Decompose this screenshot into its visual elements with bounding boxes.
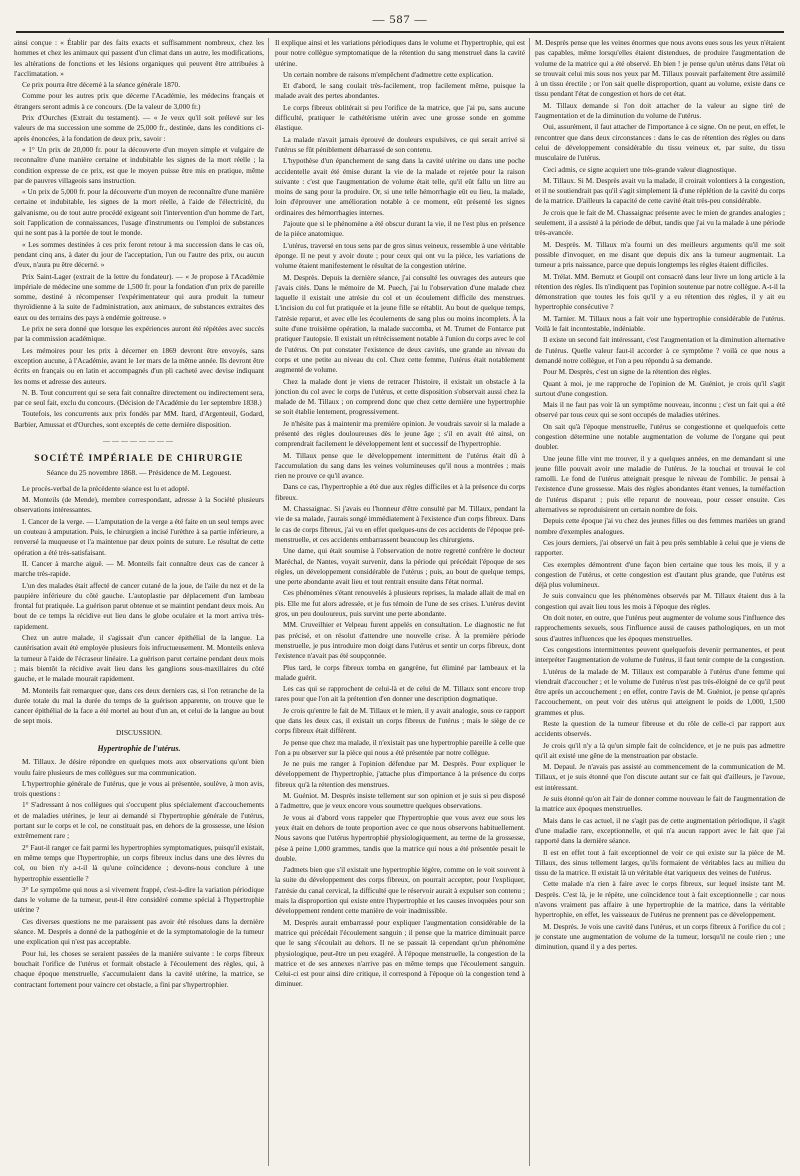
paragraph: Les cas qui se rapprochent de celui-là et de celui de M. Tillaux sont encore trop rares pour que l'on ait la prétention d'en donner une description dogmatique. — [275, 684, 525, 704]
paragraph: Oui, assurément, il faut attacher de l'importance à ce signe. On ne peut, en effet, le rencontrer que dans deux circonstances : dans le cas de rétention des règles ou dans celui de développement considérable du tissu veineux et, par suite, du tissu musculaire de l'utérus. — [535, 122, 785, 163]
paragraph: N. B. Tout concurrent qui se sera fait connaître directement ou indirectement sera, par ce seul fait, exclu du concours. (Décision de l'Académie du 1er septembre 1838.) — [14, 387, 264, 408]
paragraph: M. Monteils fait remarquer que, dans ces deux derniers cas, si l'on retranche de la durée totale du mal la durée du temps de la guérison apparente, on trouve que le cancer épithélial de la face a été mortel au bout d'un an, et celui de la langue au bout de sept mois. — [14, 685, 264, 726]
paragraph: Pour lui, les choses se seraient passées de la manière suivante : le corps fibreux bouchait l'orifice de l'utérus et formait obstacle à l'écoulement des règles, qui, à chaque époque menstruelle, s'accumulaient dans la cavité utérine, la matrice, se contractant fortement pour vaincre cet obstacle, a fini par s'hypertrophier. — [14, 948, 264, 989]
paragraph: Le prix ne sera donné que lorsque les expériences auront été répétées avec succès par la commission académique. — [14, 324, 264, 344]
paragraph: Je n'hésite pas à maintenir ma première opinion. Je voudrais savoir si la malade a présenté des règles douloureuses dès le jeune âge ; s'il en avait été ainsi, on comprendrait facilement le développement lent et successif de l'hypertrophie. — [275, 418, 525, 449]
subsection-title: Hypertrophie de l'utérus. — [97, 744, 181, 753]
paragraph: Il est en effet tout à fait exceptionnel de voir ce qui existe sur la pièce de M. Tillaux, des sinus tellement larges, qu'ils formaient de véritables lacs au milieu du tissu de la matrice. Il existait là un véritable état variqueux des veines de l'utérus. — [535, 847, 785, 878]
left-paragraphs-3 — [14, 757, 264, 990]
paragraph: M. Desprès. Je vois une cavité dans l'utérus, et un corps fibreux à l'orifice du col ; je constate une augmentation de volume de la tumeur, lorsqu'il ne coule rien ; une diminution, quand il y a des pertes. — [535, 921, 785, 952]
paragraph: II. Cancer à marche aiguë. — M. Monteils fait connaître deux cas de cancer à marche très-rapide. — [14, 558, 264, 579]
column-middle — [275, 38, 525, 1166]
column-right — [535, 38, 785, 1166]
paragraph: Je pense que chez ma malade, il n'existait pas une hypertrophie pareille à celle que l'on a pu observer sur la pièce qui nous a été présentée par notre collègue. — [275, 737, 525, 757]
paragraph: M. Desprès. Depuis la dernière séance, j'ai consulté les ouvrages des auteurs que j'avais cités. Dans le mémoire de M. Puech, j'ai lu l'observation d'une malade chez laquelle il existait une atrésie du col et un écoulement difficile des menstrues. L'incision du col fut pratiquée et la jeune fille se rétablit. Au bout de quelque temps, l'atrésie reparut, et avec elle les écoulements de sang plus ou moins incomplets. À la suite d'une troisième opération, la malade succomba, et M. Trumet de Fontarce put pratiquer l'autopsie. Il existait un rétrécissement notable à l'union du corps avec le col de l'utérus. On put constater l'existence de deux cavités, une grande au niveau du corps et une petite au niveau du col. Chez cette femme, l'utérus était notablement augmenté de volume. — [275, 272, 525, 375]
paragraph: Toutefois, les concurrents aux prix fondés par MM. Itard, d'Argenteuil, Godard, Barbier, Amussat et d'Ourches, sont exceptés de cette dernière disposition. — [14, 409, 264, 429]
paragraph: Mais il ne faut pas voir là un symptôme nouveau, inconnu ; c'est un fait qui a été observé par tous ceux qui se sont occupés de maladies utérines. — [535, 400, 785, 420]
paragraph: I. Cancer de la verge. — L'amputation de la verge a été faite en un seul temps avec un couteau à amputation. Puis, le chirurgien a incisé l'urèthre à sa partie inférieure, a renversé la muqueuse et l'a maintenue par deux points de suture. Le résultat de cette opération a été très-satisfaisant. — [14, 516, 264, 557]
paragraph: Depuis cette époque j'ai vu chez des jeunes filles ou des femmes mariées un grand nombre d'exemples analogues. — [535, 516, 785, 536]
paragraph: Chez un autre malade, il s'agissait d'un cancer épithélial de la langue. La cautérisation avait été employée plusieurs fois infructueusement. M. Monteils enleva la tumeur à l'aide de l'écraseur linéaire. La guérison parut certaine pendant deux mois ; mais bientôt la récidive avait lieu dans les ganglions sous-maxillaires du côté gauche, et le malade mourait rapidement. — [14, 633, 264, 684]
section-separator: ———————— — [103, 436, 175, 445]
paragraph: Il existe un second fait intéressant, c'est l'augmentation et la diminution alternative de l'utérus. Quelle valeur faut-il accorder à ce symptôme ? voilà ce que nous a demandé notre collègue, et l'on a peu répondu à sa demande. — [535, 335, 785, 365]
paragraph: M. Tarnier. M. Tillaux nous a fait voir une hypertrophie considérable de l'utérus. Voilà le fait incontestable, indéniable. — [535, 313, 785, 334]
section-title: SOCIÉTÉ IMPÉRIALE DE CHIRURGIE — [34, 454, 244, 465]
column-left — [14, 38, 264, 1166]
paragraph: « Les sommes destinées à ces prix feront retour à ma succession dans le cas où, pendant cinq ans, à dater du jour de l'acceptation, l'un ou l'autre des prix, ou aucun d'eux, n'aura pu être décerné. » — [14, 239, 264, 270]
left-paragraphs-2 — [14, 484, 264, 727]
paragraph: Ces congestions intermittentes peuvent quelquefois devenir permanentes, et peut interpréter l'augmentation de volume de l'utérus, il faut tenir compte de la congestion. — [535, 644, 785, 665]
paragraph: M. Chassaignac. Si j'avais eu l'honneur d'être consulté par M. Tillaux, pendant la vie de sa malade, j'aurais songé immédiatement à l'existence d'un corps fibreux. Dans le cas de corps fibreux, j'ai vu en effet quelques-uns de ces accidents de l'époque pré-menstruelle, et ces accidents embarrassent beaucoup les chirurgiens. — [275, 504, 525, 544]
column-divider — [529, 38, 530, 1166]
paragraph: M. Desprès. M. Tillaux m'a fourni un des meilleurs arguments qu'il me soit possible d'invoquer, en me disant que depuis dix ans la tumeur augmentait. La tumeur a pris naissance, parce que depuis longtemps les règles étaient difficiles. — [535, 239, 785, 270]
paragraph: On sait qu'à l'époque menstruelle, l'utérus se congestionne et quelquefois cette congestion détermine une notable augmentation de volume de l'organe qui peut doubler. — [535, 421, 785, 452]
paragraph: Quant à moi, je me rapproche de l'opinion de M. Guéniot, je crois qu'il s'agit surtout d'une congestion. — [535, 378, 785, 398]
paragraph: M. Tillaux demande si l'on doit attacher de la valeur au signe tiré de l'augmentation et de la diminution du volume de l'utérus. — [535, 100, 785, 121]
paragraph: M. Desprès aurait embarrassé pour expliquer l'augmentation considérable de la matrice qui précédait l'écoulement sanguin ; il pense que la matrice diminuait parce que le sang s'écoulait au dehors. Il ne se passait là cependant qu'un phénomène physiologique, peut-être un peu exagéré. À l'époque menstruelle, la congestion de la matrice et de ses annexes n'arrive pas en même temps que l'écoulement sanguin. Celui-ci est pour ainsi dire critique, il correspond à l'époque où la congestion tend à diminuer. — [275, 917, 525, 989]
paragraph: Je ne puis me ranger à l'opinion défendue par M. Desprès. Pour expliquer le développement de l'hypertrophie, j'attache plus d'importance à la présence du corps fibreux qu'à la rétention des menstrues. — [275, 759, 525, 789]
paragraph: M. Desprès pense que les veines énormes que nous avons eues sous les yeux n'étaient pas capables, même lorsqu'elles étaient distendues, de produire l'augmentation de volume de la matrice qui a été observé. Eh bien ! je pense qu'un utérus dans l'état où se trouvait celui mis sous nos yeux par M. Tillaux pouvait parfaitement être assimilé à un tissu érectile ; or l'on sait quelle disproportion, quant au volume, existe dans ce tissu pendant l'état de congestion et hors de cet état. — [535, 38, 785, 99]
paragraph: Ceci admis, ce signe acquiert une très-grande valeur diagnostique. — [543, 164, 737, 174]
page-number: — 587 — — [372, 12, 428, 26]
paragraph: Reste la question de la tumeur fibreuse et du rôle de celle-ci par rapport aux accidents observés. — [535, 719, 785, 739]
paragraph: Prix d'Ourches (Extrait du testament). — « Je veux qu'il soit prélevé sur les valeurs de ma succession une somme de 25,000 fr., destinée, dans les conditions ci-après énoncées, à la fondation de deux prix, savoir : — [14, 113, 264, 143]
paragraph: Je crois qu'il n'y a là qu'un simple fait de coïncidence, et je ne puis pas admettre qu'il ait existé une gêne de la menstruation par obstacle. — [535, 740, 785, 760]
paragraph: On doit noter, en outre, que l'utérus peut augmenter de volume sous l'influence des rapprochements sexuels, sous l'influence aussi de causes pathologiques, en un mot sous d'autres influences que les époques menstruelles. — [535, 613, 785, 643]
paragraph: Je crois que le fait de M. Chassaignac présente avec le mien de grandes analogies ; seulement, il a assisté à la période de début, tandis que j'ai vu la malade à une période très-avancée. — [535, 207, 785, 238]
paragraph: L'un des malades était affecté de cancer cutané de la joue, de l'aile du nez et de la paupière inférieure du côté gauche. L'autoplastie par déplacement d'un lambeau frontal fut pratiquée. La guérison parut obtenue et se maintint pendant deux mois. Au bout de ce temps la récidive eut lieu dans le globe oculaire et la mort arriva très-rapidement. — [14, 580, 264, 631]
paragraph: Il explique ainsi et les variations périodiques dans le volume et l'hypertrophie, qui est pour notre collègue symptomatique de la rétention du sang menstruel dans la cavité utérine. — [275, 38, 525, 68]
paragraph: 3° Le symptôme qui nous a si vivement frappé, c'est-à-dire la variation périodique dans le volume de la tumeur, peut-il être considéré comme spécial à l'hypertrophie utérine ? — [14, 884, 264, 915]
paragraph: L'utérus de la malade de M. Tillaux est comparable à l'utérus d'une femme qui viendrait d'accoucher ; et le volume de l'utérus n'est pas très-éloigné de ce qu'il peut être après un accouchement ; en effet, contre l'avis de M. Guéniot, je pense qu'après l'accouchement, on peut voir des utérus qui atteignent le poids de 1,000, 1,500 grammes et plus. — [535, 666, 785, 717]
paragraph: L'utérus, traversé en tous sens par de gros sinus veineux, ressemble à une véritable éponge. Il ne peut y avoir doute ; pour ceux qui ont vu la pièce, les variations de volume étaient manifestement le résultat de la congestion utérine. — [275, 240, 525, 271]
paragraph: M. Monteils (de Mende), membre correspondant, adresse à la Société plusieurs observations intéressantes. — [14, 495, 264, 515]
paragraph: M. Depaul. Je n'avais pas assisté au commencement de la communication de M. Tillaux, et je suis étonné que l'on discute autant sur ce fait qui d'ailleurs, je l'avoue, est intéressant. — [535, 762, 785, 792]
paragraph: 1° S'adressant à nos collègues qui s'occupent plus spécialement d'accouchements et de maladies utérines, je leur ai demandé si l'hypertrophie générale de l'utérus, portant sur le corps et le col, ne constituait pas, en dehors de la grossesse, une lésion extrêmement rare ; — [14, 800, 264, 841]
paragraph: Ce prix pourra être décerné à la séance générale 1870. — [22, 80, 181, 90]
paragraph: Je vous ai d'abord vous rappeler que l'hypertrophie que vous avez eue sous les yeux était en dehors de toute proportion avec ce que nous observons habituellement. Nous savons que l'utérus hypertrophié physiologiquement, au terme de la grossesse, pèse à peine 1,000 grammes, tandis que la matrice qui nous a été présentée pesait le double. — [275, 812, 525, 863]
discussion-heading: DISCUSSION. — [115, 727, 163, 737]
paragraph: Cette malade n'a rien à faire avec le corps fibreux, sur lequel insiste tant M. Desprès. C'est là, je le répète, une coïncidence tout à fait exceptionnelle ; car nous n'avons vraiment pas affaire à une hypertrophie de la matrice, dans la véritable hypertrophie, en effet, les vaisseaux de l'utérus ne prennent pas ce développement. — [535, 879, 785, 920]
paragraph: Ces phénomènes s'étant renouvelés à plusieurs reprises, la malade allait de mal en pis. Elle me fut alors adressée, et je fus témoin de l'une de ses crises. L'utérus devint gros, un peu douloureux, puis survint une perte abondante. — [275, 588, 525, 619]
paragraph: Dans ce cas, l'hypertrophie a été due aux règles difficiles et à la présence du corps fibreux. — [275, 482, 525, 502]
paragraph: J'admets bien que s'il existait une hypertrophie légère, comme on le voit souvent à la suite du développement des corps fibreux, on pourrait accepter, pour l'expliquer, l'atrésie du canal cervical, la difficulté que le réservoir aurait à expulser son contenu ; mais la disproportion qui existe entre l'hypertrophie et les causes invoquées pour son développement rendent cette manière de voir inadmissible. — [275, 865, 525, 916]
paragraph: Le procès-verbal de la précédente séance est lu et adopté. — [22, 483, 190, 493]
paragraph: M. Trélat. MM. Bernutz et Goupil ont consacré dans leur livre un long article à la rétention des règles. Ils n'indiquent pas l'opinion soutenue par notre collègue. A-t-il la démonstration que toutes les fois qu'il y a eu rétention des règles, il y ait eu hypertrophie consécutive ? — [535, 271, 785, 312]
paragraph: J'ajoute que si le phénomène a été obscur durant la vie, il ne l'est plus en présence de la pièce anatomique. — [275, 219, 525, 239]
paragraph: Ces diverses questions ne me paraissent pas avoir été résolues dans la dernière séance. M. Desprès a donné de la pathogénie et de la symptomatologie de la tumeur une explication qui n'est pas acceptable. — [14, 916, 264, 947]
paragraph: Comme pour les autres prix que décerne l'Académie, les médecins français et étrangers seront admis à ce concours. (De la valeur de 3,000 fr.) — [14, 91, 264, 111]
paragraph: Le corps fibreux oblitérait si peu l'orifice de la matrice, que j'ai pu, sans aucune difficulté, pratiquer le cathétérisme utérin avec une grosse sonde en gomme élastique. — [275, 102, 525, 133]
paragraph: Plus tard, le corps fibreux tomba en gangrène, fut éliminé par lambeaux et la malade guérit. — [275, 662, 525, 682]
paragraph: « Un prix de 5,000 fr. pour la découverte d'un moyen de reconnaître d'une manière certaine et indubitable, les signes de la mort réelle, à l'aide de l'électricité, du galvanisme, ou de tout autre procédé exigeant soit l'intervention d'un homme de l'art, soit l'application de connaissances, l'usage d'instruments ou l'emploi de substances qui ne sont pas à la portée de tout le monde. — [14, 187, 264, 238]
paragraph: Les mémoires pour les prix à décerner en 1869 devront être envoyés, sans exception aucune, à l'Académie, avant le 1er mars de la même année. Ils devront être écrits en français ou en latin et accompagnés d'un pli cacheté avec devise indiquant les noms et adresse des auteurs. — [14, 345, 264, 386]
paragraph: Un certain nombre de raisons m'empêchent d'admettre cette explication. — [283, 69, 494, 79]
paragraph: Je suis convaincu que les phénomènes observés par M. Tillaux étaient dus à la congestion qui avait lieu tous les mois à l'époque des règles. — [535, 591, 785, 611]
column-divider — [268, 38, 269, 1166]
meeting-line: Séance du 25 novembre 1868. — Présidence de M. Legouest. — [46, 467, 232, 477]
paragraph: M. Tillaux. Je désire répondre en quelques mots aux observations qu'ont bien voulu faire plusieurs de mes collègues sur ma communication. — [14, 757, 264, 777]
paragraph: Je suis étonné qu'on ait l'air de donner comme nouveau le fait de l'augmentation de la matrice aux époques menstruelles. — [535, 794, 785, 814]
left-paragraphs — [14, 38, 264, 430]
top-rule — [16, 31, 784, 33]
paragraph: Prix Saint-Lager (extrait de la lettre du fondateur). — « Je propose à l'Académie impériale de médecine une somme de 1,500 fr. pour la fondation d'un prix de pareille somme, destiné à récompenser l'expérimentateur qui aura produit la tumeur thyroïdienne à la suite de l'administration, aux animaux, de substances extraites des eaux ou des terrains des pays à endémie goitreuse. » — [14, 271, 264, 322]
paragraph: Chez la malade dont je viens de retracer l'histoire, il existait un obstacle à la jonction du col avec le corps de l'utérus, et cette disposition s'observait aussi chez la malade de M. Tillaux ; on comprend donc que chez cette dernière une hypertrophie se soit établie lentement, progressivement. — [275, 376, 525, 417]
paragraph: M. Guéniot. M. Desprès insiste tellement sur son opinion et je suis si peu disposé à l'admettre, que je veux encore vous soumettre quelques observations. — [275, 791, 525, 811]
paragraph: Une dame, qui était soumise à l'observation de notre regretté confrère le docteur Maréchal, de Nantes, voyait survenir, dans la période qui précédait l'époque de ses règles, un développement considérable de l'utérus ; puis, au bout de quelque temps, une perte abondante avait lieu et tout rentrait ensuite dans l'état normal. — [275, 546, 525, 587]
paragraph: « 1° Un prix de 20,000 fr. pour la découverte d'un moyen simple et vulgaire de reconnaître d'une manière certaine et indubitable les signes de la mort réelle ; la condition expresse de ce prix, est que le moyen puisse être mis en pratique, même par de pauvres villageois sans instruction. — [14, 144, 264, 185]
paragraph: ainsi conçue : « Établir par des faits exacts et suffisamment nombreux, chez les hommes et chez les animaux qui passent d'un climat dans un autre, les modifications, les altérations de fonctions et les lésions organiques qui peuvent être attribuées à l'acclimatation. » — [14, 38, 264, 78]
paragraph: L'hypertrophie générale de l'utérus, que je vous ai présentée, soulève, à mon avis, trois questions : — [14, 778, 264, 799]
paragraph: L'hypothèse d'un épanchement de sang dans la cavité utérine ou dans une poche accidentelle avait été émise durant la vie de la malade et rejetée pour la raison suivante : c'est que l'augmentation de volume était telle, qu'il eût fallu un litre au moins de sang pour la produire. Or, si une telle hémorrhagie eût eu lieu, la malade, loin d'éprouver une amélioration notable à ce moment, eût présenté les signes ordinaires des hémorrhagies internes. — [275, 156, 525, 217]
paragraph: Pour M. Desprès, c'est un signe de la rétention des règles. — [543, 367, 712, 377]
paragraph: M. Tillaux pense que le développement intermittent de l'utérus était dû à l'accumulation du sang dans les veines volumineuses qu'il nous a montrées ; mais rien ne prouve ce qu'il avance. — [275, 450, 525, 481]
paragraph: Ces exemples démontrent d'une façon bien certaine que tous les mois, il y a congestion de l'utérus, et cette congestion est d'autant plus grande, que l'utérus est déjà plus volumineux. — [535, 559, 785, 590]
paragraph: Je crois qu'entre le fait de M. Tillaux et le mien, il y avait analogie, sous ce rapport que dans les deux cas, il existait un corps fibreux de l'utérus ; mais le siège de ce corps fibreux était différent. — [275, 705, 525, 736]
paragraph: MM. Cruveilhier et Velpeau furent appelés en consultation. Le diagnostic ne fut pas précisé, et on résolut d'attendre une nouvelle crise. À la première période menstruelle, je pus introduire mon doigt dans l'utérus et sentir un corps fibreux, dont l'existence n'avait pas été soupçonnée. — [275, 620, 525, 661]
paragraph: Mais dans le cas actuel, il ne s'agit pas de cette augmentation périodique, il s'agit d'une maladie rare, exceptionnelle, et qui n'a aucun rapport avec le fait que j'ai rapporté dans la dernière séance. — [535, 815, 785, 846]
paragraph: 2° Faut-il ranger ce fait parmi les hypertrophies symptomatiques, puisqu'il existait, en même temps que l'hypertrophie, un corps fibreux inclus dans une des lèvres du col, ou bien n'y a-t-il là qu'une coïncidence ; devons-nous conclure à une hypertrophie essentielle ? — [14, 842, 264, 883]
paragraph: Une jeune fille vint me trouver, il y a quelques années, en me demandant si une jeune fille pouvait avoir une maladie de l'utérus. Je la touchai et trouvai le col ramolli. Le fond de l'utérus atteignait presque le niveau de l'ombilic. Je pensai à l'existence d'une grossesse. Mais des règles abondantes étant venues, la tuméfaction de l'utérus disparut ; puis elle reparut de nouveau, pour cesser ensuite. Ces alternatives se reproduisirent un certain nombre de fois. — [535, 453, 785, 515]
paragraph: Ces jours derniers, j'ai observé un fait à peu près semblable à celui que je viens de rapporter. — [535, 537, 785, 558]
paragraph: Et d'abord, le sang coulait très-facilement, trop facilement même, puisque la malade avait des pertes abondantes. — [275, 81, 525, 101]
paragraph: M. Tillaux. Si M. Desprès avait vu la malade, il croirait volontiers à la congestion, et il ne soutiendrait pas qu'il s'agit simplement là d'une réplétion de la cavité du corps de la matrice. D'ailleurs la capacité de cette cavité était très-peu considérable. — [535, 175, 785, 206]
paragraph: La malade n'avait jamais éprouvé de douleurs expulsives, ce qui serait arrivé si l'utérus se fût péniblement débarrassé de son contenu. — [275, 134, 525, 154]
